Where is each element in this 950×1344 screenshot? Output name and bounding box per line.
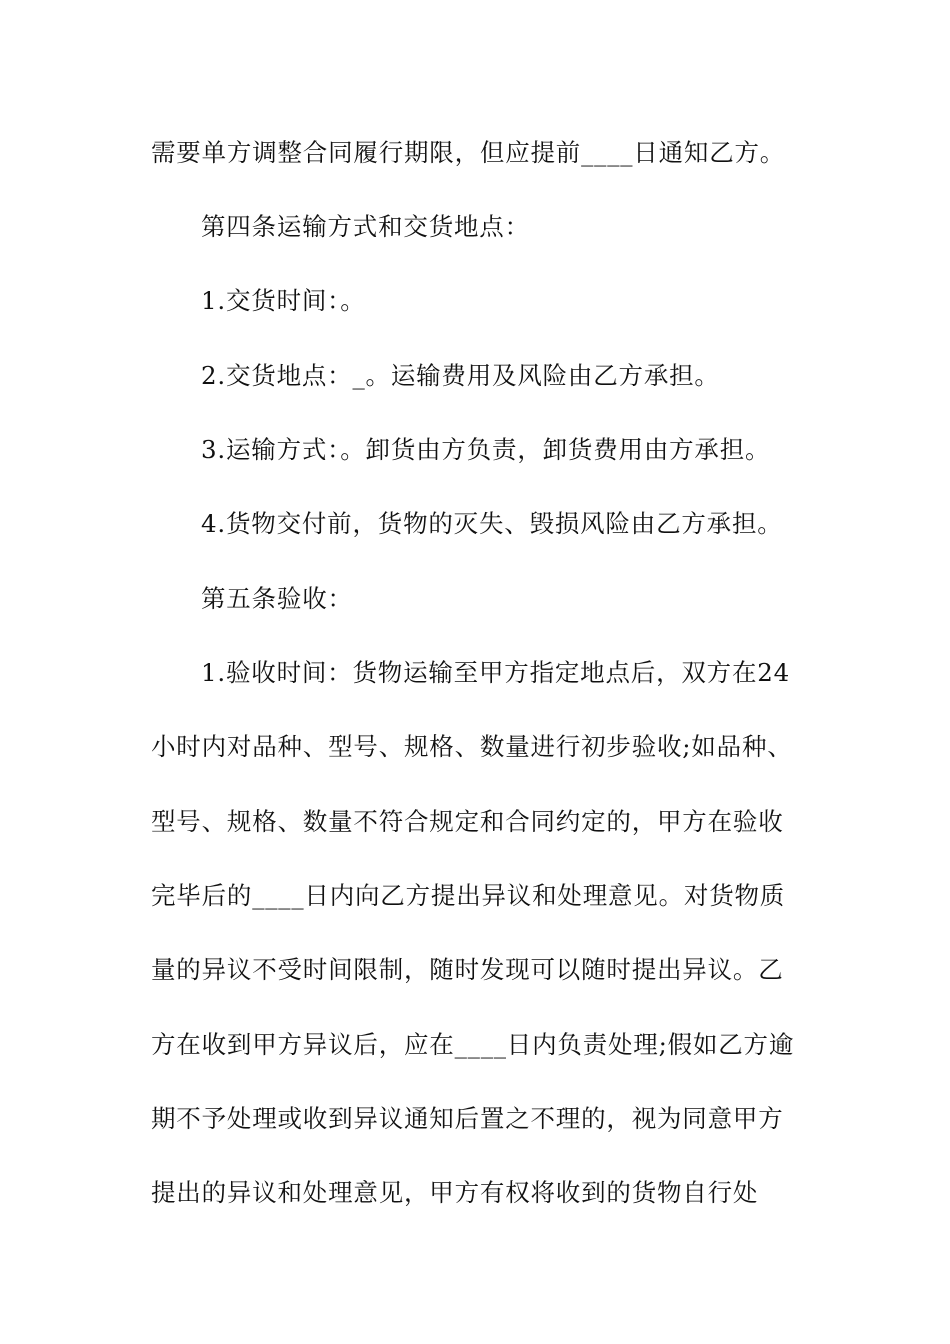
clause-item: 4.货物交付前，货物的灭失、毁损风险由乙方承担。 [201, 509, 783, 538]
text-line: 型号、规格、数量不符合规定和合同约定的，甲方在验收 [151, 807, 784, 836]
text-line: 提出的异议和处理意见，甲方有权将收到的货物自行处 [151, 1178, 759, 1207]
clause-item: 1.交货时间：。 [201, 286, 366, 315]
text-line: 方在收到甲方异议后，应在____日内负责处理;假如乙方逾 [151, 1030, 795, 1059]
text-line: 量的异议不受时间限制，随时发现可以随时提出异议。乙 [151, 955, 784, 984]
text-line: 完毕后的____日内向乙方提出异议和处理意见。对货物质 [151, 881, 786, 910]
clause-item: 1.验收时间：货物运输至甲方指定地点后，双方在24 [201, 658, 791, 687]
text-line: 小时内对品种、型号、规格、数量进行初步验收;如品种、 [151, 732, 793, 761]
text-line: 期不予处理或收到异议通知后置之不理的，视为同意甲方 [151, 1104, 784, 1133]
section-heading: 第五条验收： [201, 584, 353, 613]
clause-item: 3.运输方式：。卸货由方负责，卸货费用由方承担。 [201, 435, 771, 464]
clause-item: 2.交货地点：_。运输费用及风险由乙方承担。 [201, 361, 720, 390]
section-heading: 第四条运输方式和交货地点： [201, 212, 530, 241]
text-line: 需要单方调整合同履行期限，但应提前____日通知乙方。 [151, 138, 786, 167]
